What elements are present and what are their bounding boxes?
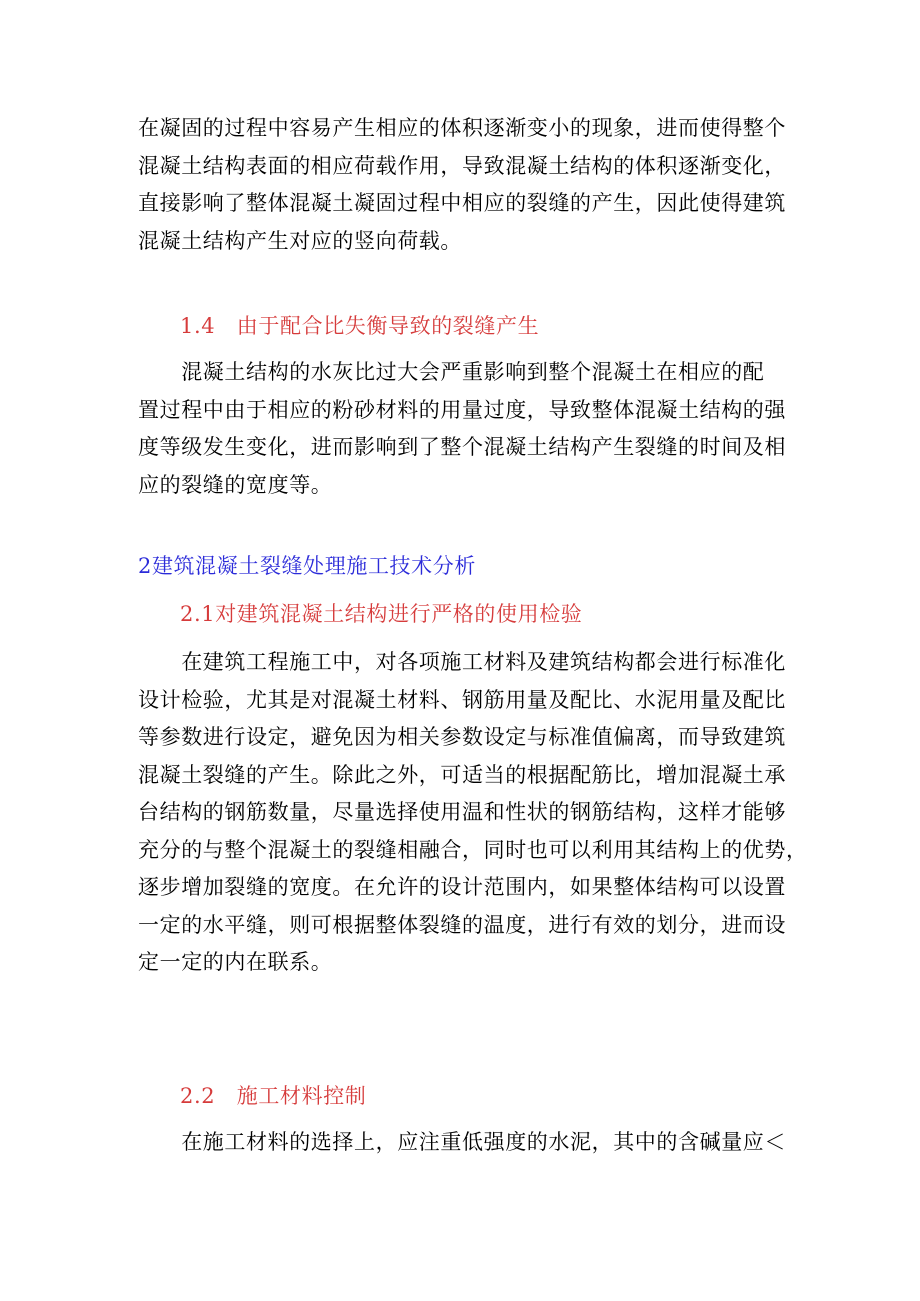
- text-line: 逐步增加裂缝的宽度。在允许的设计范围内，如果整体结构可以设置: [138, 875, 786, 899]
- text-line: 在建筑工程施工中，对各项施工材料及建筑结构都会进行标准化: [138, 650, 786, 674]
- text-line: 充分的与整个混凝土的裂缝相融合，同时也可以利用其结构上的优势，: [138, 837, 808, 862]
- text-line: 混凝土裂缝的产生。除此之外，可适当的根据配筋比，增加混凝土承: [138, 762, 786, 787]
- text-line: 在施工材料的选择上，应注重低强度的水泥，其中的含碱量应＜: [138, 1130, 786, 1154]
- text-line: 应的裂缝的宽度等。: [138, 472, 333, 497]
- paragraph-inspection: [138, 644, 808, 982]
- section-heading-2: 2建筑混凝土裂缝处理施工技术分析: [138, 554, 476, 578]
- text-line: 混凝土结构产生对应的竖向荷载。: [138, 228, 462, 253]
- text-line: 设计检验，尤其是对混凝土材料、钢筋用量及配比、水泥用量及配比: [138, 687, 786, 712]
- text-line: 一定的水平缝，则可根据整体裂缝的温度，进行有效的划分，进而设: [138, 912, 786, 937]
- text-line: 等参数进行设定，避免因为相关参数设定与标准值偏离，而导致建筑: [138, 725, 786, 749]
- text-line: 直接影响了整体混凝土凝固过程中相应的裂缝的产生，因此使得建筑: [138, 191, 786, 215]
- paragraph-materials: [138, 1124, 788, 1162]
- section-heading-1-4: 1.4 由于配合比失衡导致的裂缝产生: [180, 314, 540, 338]
- text-line: 在凝固的过程中容易产生相应的体积逐渐变小的现象，进而使得整个: [138, 116, 786, 140]
- paragraph-mix-ratio: [138, 354, 788, 504]
- text-line: 度等级发生变化，进而影响到了整个混凝土结构产生裂缝的时间及相: [138, 435, 786, 459]
- text-line: 置过程中由于相应的粉砂材料的用量过度，导致整体混凝土结构的强: [138, 397, 786, 422]
- paragraph-shrinkage: [138, 110, 788, 260]
- text-line: 混凝土结构表面的相应荷载作用，导致混凝土结构的体积逐渐变化，: [138, 153, 786, 178]
- text-line: 混凝土结构的水灰比过大会严重影响到整个混凝土在相应的配: [138, 360, 765, 384]
- section-heading-2-2: 2.2 施工材料控制: [180, 1084, 367, 1108]
- text-line: 定一定的内在联系。: [138, 950, 333, 974]
- section-heading-2-1: 2.1对建筑混凝土结构进行严格的使用检验: [180, 602, 583, 626]
- text-line: 台结构的钢筋数量，尽量选择使用温和性状的钢筋结构，这样才能够: [138, 800, 786, 824]
